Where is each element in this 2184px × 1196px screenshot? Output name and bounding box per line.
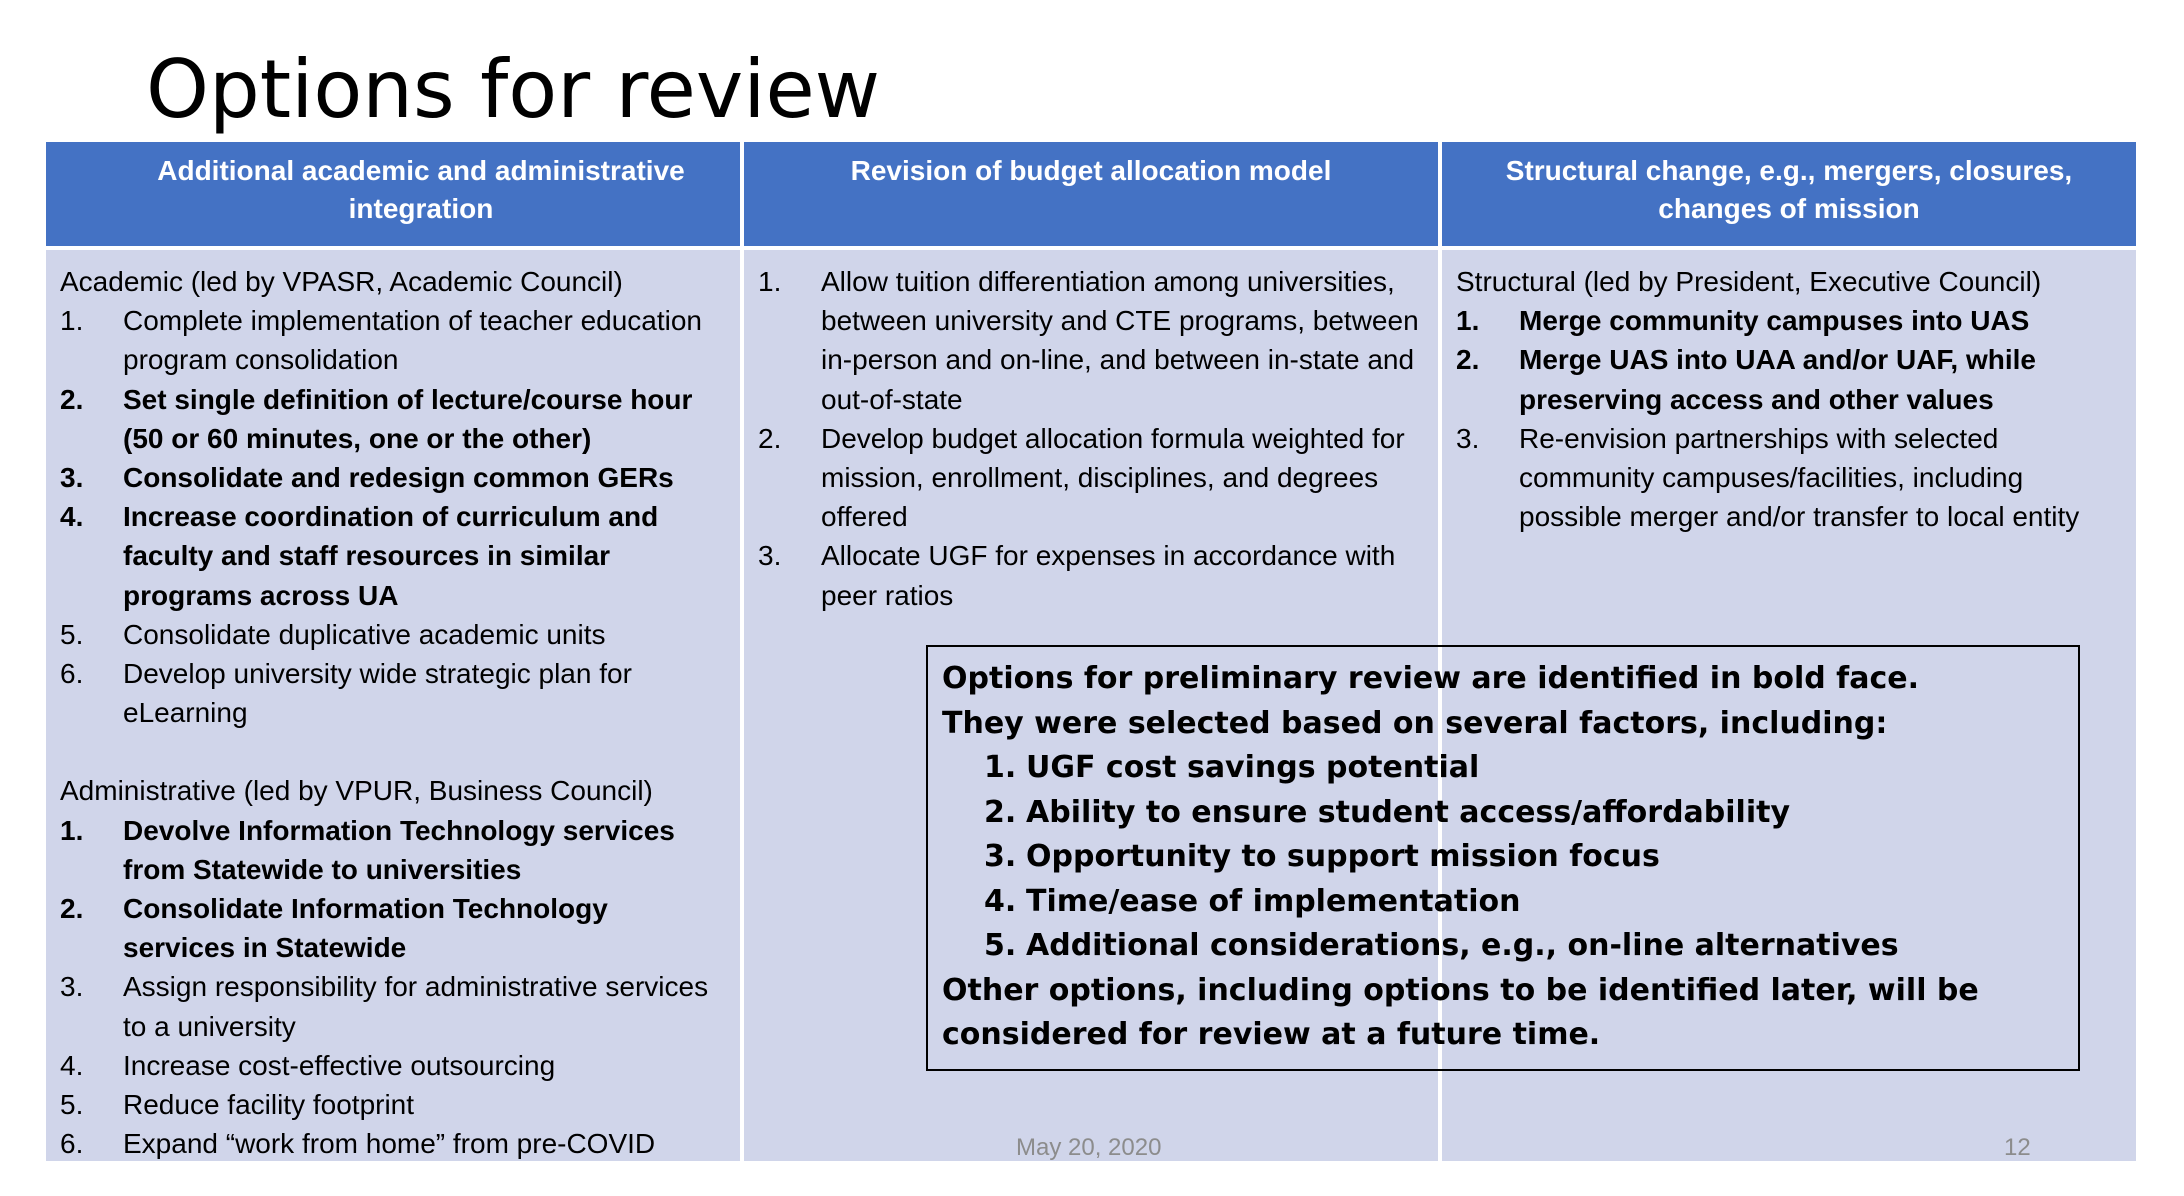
item-text: Time/ease of implementation [1026, 883, 1521, 919]
item-text: Consolidate duplicative academic units [123, 618, 606, 650]
list-item [1456, 301, 2122, 340]
footer-date: May 20, 2020 [1016, 1134, 1162, 1161]
item-text: Assign responsibility for administrative services to a university [123, 971, 709, 1042]
section-heading-academic: Academic (led by VPASR, Academic Council) [60, 266, 623, 297]
column-body-integration [46, 250, 740, 1161]
item-number: 2. [984, 794, 1017, 830]
item-text: Merge community campuses into UAS [1519, 305, 2030, 337]
item-number: 5. [60, 618, 84, 650]
list-item [60, 497, 726, 615]
column-header-integration: Additional academic and administrative integration [46, 142, 740, 246]
review-criteria-note [926, 645, 2080, 1071]
item-text: Complete implementation of teacher education program consolidation [123, 305, 703, 376]
list-item [1456, 340, 2122, 418]
list-item [60, 458, 726, 497]
list-item [60, 1124, 726, 1163]
section-heading-administrative: Administrative (led by VPUR, Business Council) [60, 775, 653, 807]
list-item [984, 746, 2064, 791]
administrative-options-list [60, 811, 726, 1164]
list-item [60, 301, 726, 379]
item-number: 3. [758, 540, 782, 572]
list-item [758, 419, 1424, 537]
item-text: Consolidate and redesign common GERs [123, 462, 674, 494]
column-header-budget: Revision of budget allocation model [744, 142, 1438, 246]
item-text: Consolidate Information Technology services in Statewide [123, 893, 608, 964]
list-item [60, 1085, 726, 1124]
item-number: 5. [60, 1089, 84, 1121]
column-header-structural: Structural change, e.g., mergers, closures, changes of mission [1442, 142, 2136, 246]
note-line: They were selected based on several factors, including: [942, 705, 1888, 741]
slide-title: Options for review [146, 43, 881, 136]
list-item [984, 791, 2064, 836]
list-item [60, 967, 726, 1045]
item-number: 2. [60, 383, 84, 415]
list-item [984, 835, 2064, 880]
list-item [60, 654, 726, 732]
item-text: Develop budget allocation formula weighted for mission, enrollment, disciplines, and degrees offered [821, 422, 1405, 533]
list-item [60, 615, 726, 654]
note-line: Other options, including options to be identified later, will be [942, 972, 1979, 1008]
note-line: considered for review at a future time. [942, 1017, 1601, 1052]
item-text: Re-envision partnerships with selected community campuses/facilities, including possible merger and/or transfer to local entity [1519, 422, 2080, 533]
item-number: 3. [984, 839, 1017, 874]
item-text: Devolve Information Technology services from Statewide to universities [123, 814, 675, 885]
item-number: 3. [60, 462, 84, 494]
item-number: 2. [60, 893, 84, 925]
page-number: 12 [2004, 1134, 2031, 1161]
academic-options-list [60, 301, 726, 732]
item-number: 4. [60, 501, 84, 533]
item-number: 5. [984, 928, 1017, 963]
item-text: Ability to ensure student access/affordability [1026, 794, 1791, 830]
list-item [60, 811, 726, 889]
item-number: 2. [1456, 344, 1480, 376]
note-line: Options for preliminary review are identified in bold face. [942, 661, 1919, 696]
item-text: Additional considerations, e.g., on-line alternatives [1026, 928, 1899, 963]
item-number: 1. [1456, 305, 1480, 337]
item-number: 2. [758, 422, 782, 454]
item-text: Allow tuition differentiation among universities, between university and CTE programs, between in-person and on-line, and between in-state and out-of-state [821, 266, 1419, 415]
item-text: Set single definition of lecture/course hour (50 or 60 minutes, one or the other) [123, 383, 693, 454]
section-heading-structural: Structural (led by President, Executive Council) [1456, 266, 2042, 297]
item-number: 4. [60, 1049, 84, 1081]
item-number: 1. [60, 305, 84, 337]
list-item [60, 1046, 726, 1085]
item-number: 6. [60, 1128, 84, 1160]
list-item [984, 880, 2064, 925]
item-text: Increase cost-effective outsourcing [123, 1049, 556, 1081]
structural-options-list [1456, 301, 2122, 536]
item-number: 1. [758, 266, 782, 297]
item-number: 3. [1456, 422, 1480, 454]
item-text: Reduce facility footprint [123, 1089, 415, 1121]
list-item [1456, 419, 2122, 537]
item-text: Allocate UGF for expenses in accordance with peer ratios [821, 540, 1396, 611]
list-item [60, 380, 726, 458]
item-number: 6. [60, 658, 84, 690]
list-item [60, 889, 726, 967]
list-item [758, 536, 1424, 614]
item-text: Increase coordination of curriculum and faculty and staff resources in similar programs across UA [123, 501, 659, 611]
item-text: Expand “work from home” from pre-COVID [123, 1128, 656, 1160]
item-text: Develop university wide strategic plan for eLearning [123, 658, 632, 729]
list-item [758, 262, 1424, 419]
item-text: UGF cost savings potential [1026, 750, 1480, 785]
item-text: Merge UAS into UAA and/or UAF, while preserving access and other values [1519, 344, 2036, 415]
list-item [984, 924, 2064, 969]
item-number: 1. [984, 750, 1017, 785]
selection-factors-list [942, 746, 2064, 969]
item-number: 1. [60, 814, 84, 846]
item-text: Opportunity to support mission focus [1026, 839, 1660, 874]
item-number: 3. [60, 971, 84, 1003]
budget-options-list [758, 262, 1424, 615]
item-number: 4. [984, 883, 1017, 919]
